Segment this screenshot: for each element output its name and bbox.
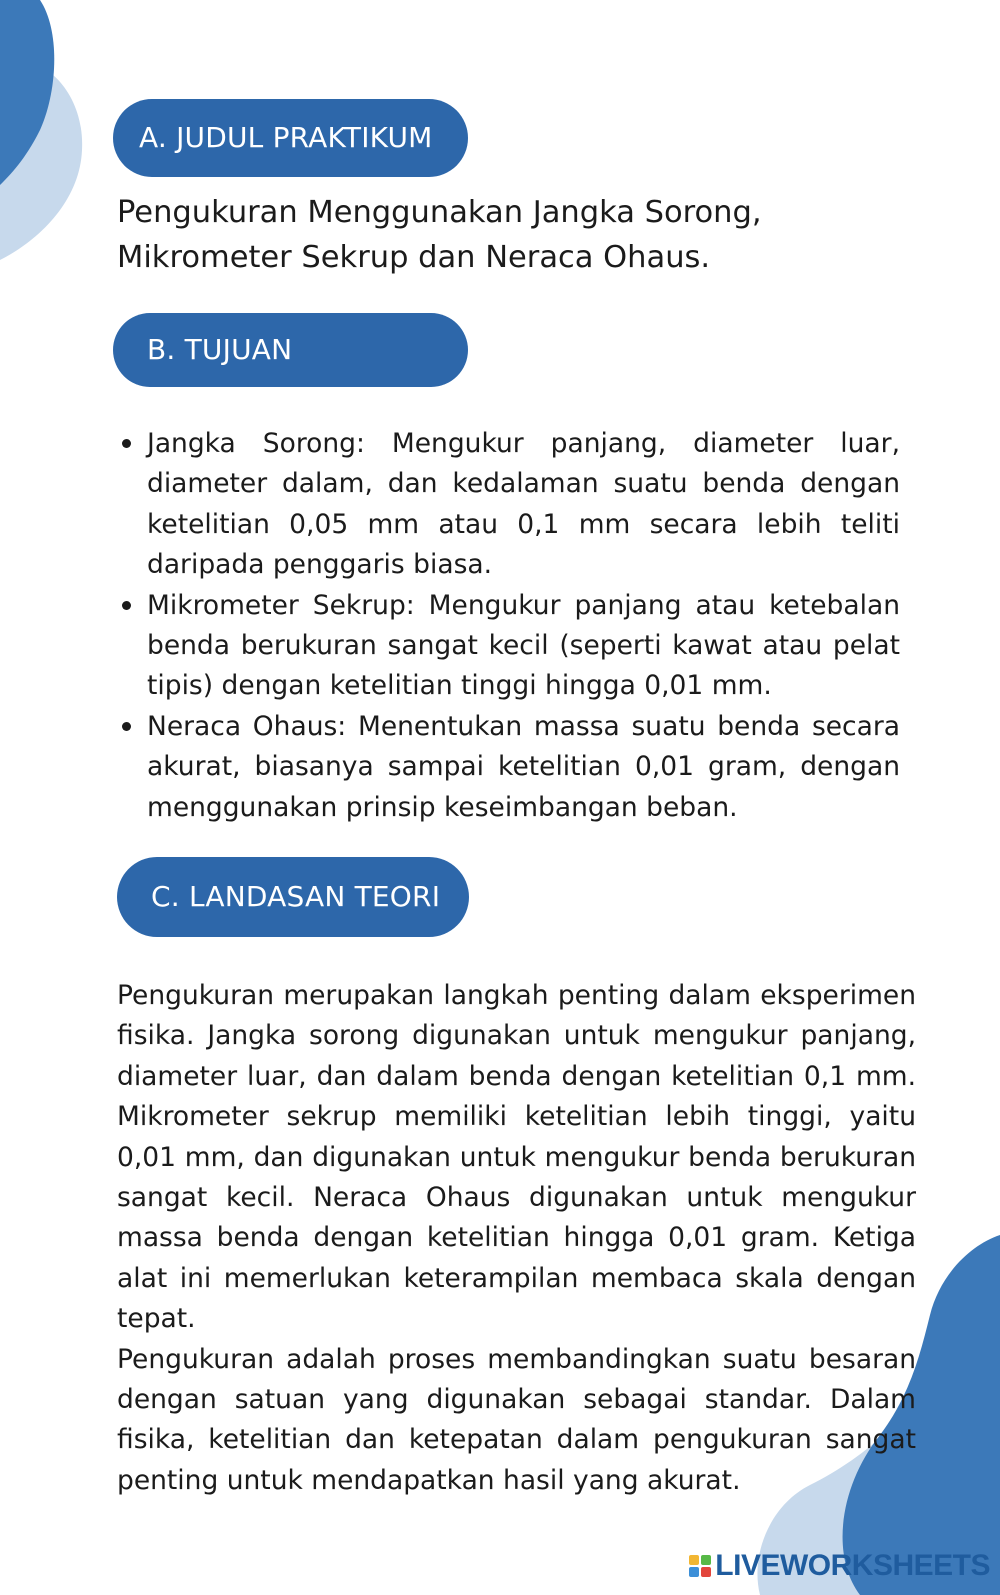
list-item: [117, 586, 900, 707]
theory-paragraph-2: Pengukuran adalah proses membandingkan suatu besaran dengan satuan yang digunakan sebagai standar. Dalam fisika, ketelitian dan ketepatan dalam pengukuran sangat penting untuk mendapatkan hasil yang akurat.: [117, 1343, 916, 1496]
objective-text: Mikrometer Sekrup: Mengukur panjang atau ketebalan benda berukuran sangat kecil (seperti kawat atau pelat tipis) dengan ketelitian tinggi hingga 0,01 mm.: [147, 589, 900, 702]
list-item: [117, 424, 900, 586]
objective-text: Neraca Ohaus: Menentukan massa suatu benda secara akurat, biasanya sampai ketelitian 0,01 gram, dengan menggunakan prinsip keseimbangan beban.: [147, 710, 900, 823]
logo-text: LIVEWORKSHEETS: [715, 1549, 990, 1582]
bullet-icon: [122, 601, 131, 610]
practicum-title-line-1: Pengukuran Menggunakan Jangka Sorong,: [117, 195, 762, 230]
objectives-list: [117, 424, 900, 828]
objective-text: Jangka Sorong: Mengukur panjang, diameter luar, diameter dalam, dan kedalaman suatu benda dengan ketelitian 0,05 mm atau 0,1 mm secara lebih teliti daripada penggaris biasa.: [147, 428, 900, 581]
bullet-icon: [122, 722, 131, 731]
theory-body: [117, 976, 916, 1501]
theory-paragraph-1: Pengukuran merupakan langkah penting dalam eksperimen fisika. Jangka sorong digunakan untuk mengukur panjang, diameter luar, dan dalam benda dengan ketelitian 0,1 mm. Mikrometer sekrup memiliki ketelitian lebih tinggi, yaitu 0,01 mm, dan digunakan untuk mengukur benda berukuran sangat kecil. Neraca Ohaus digunakan untuk mengukur massa benda dengan ketelitian hingga 0,01 gram. Ketiga alat ini memerlukan keterampilan membaca skala dengan tepat.: [117, 980, 916, 1335]
bullet-icon: [122, 439, 131, 448]
liveworksheets-logo[interactable]: [689, 1549, 990, 1583]
practicum-title-line-2: Mikrometer Sekrup dan Neraca Ohaus.: [117, 240, 711, 275]
list-item: [117, 707, 900, 828]
section-b-heading: B. TUJUAN: [113, 313, 468, 387]
section-a-heading: A. JUDUL PRAKTIKUM: [113, 99, 468, 177]
section-c-heading: C. LANDASAN TEORI: [117, 857, 469, 937]
practicum-title: [117, 190, 817, 280]
liveworksheets-logo-icon: [689, 1555, 711, 1577]
